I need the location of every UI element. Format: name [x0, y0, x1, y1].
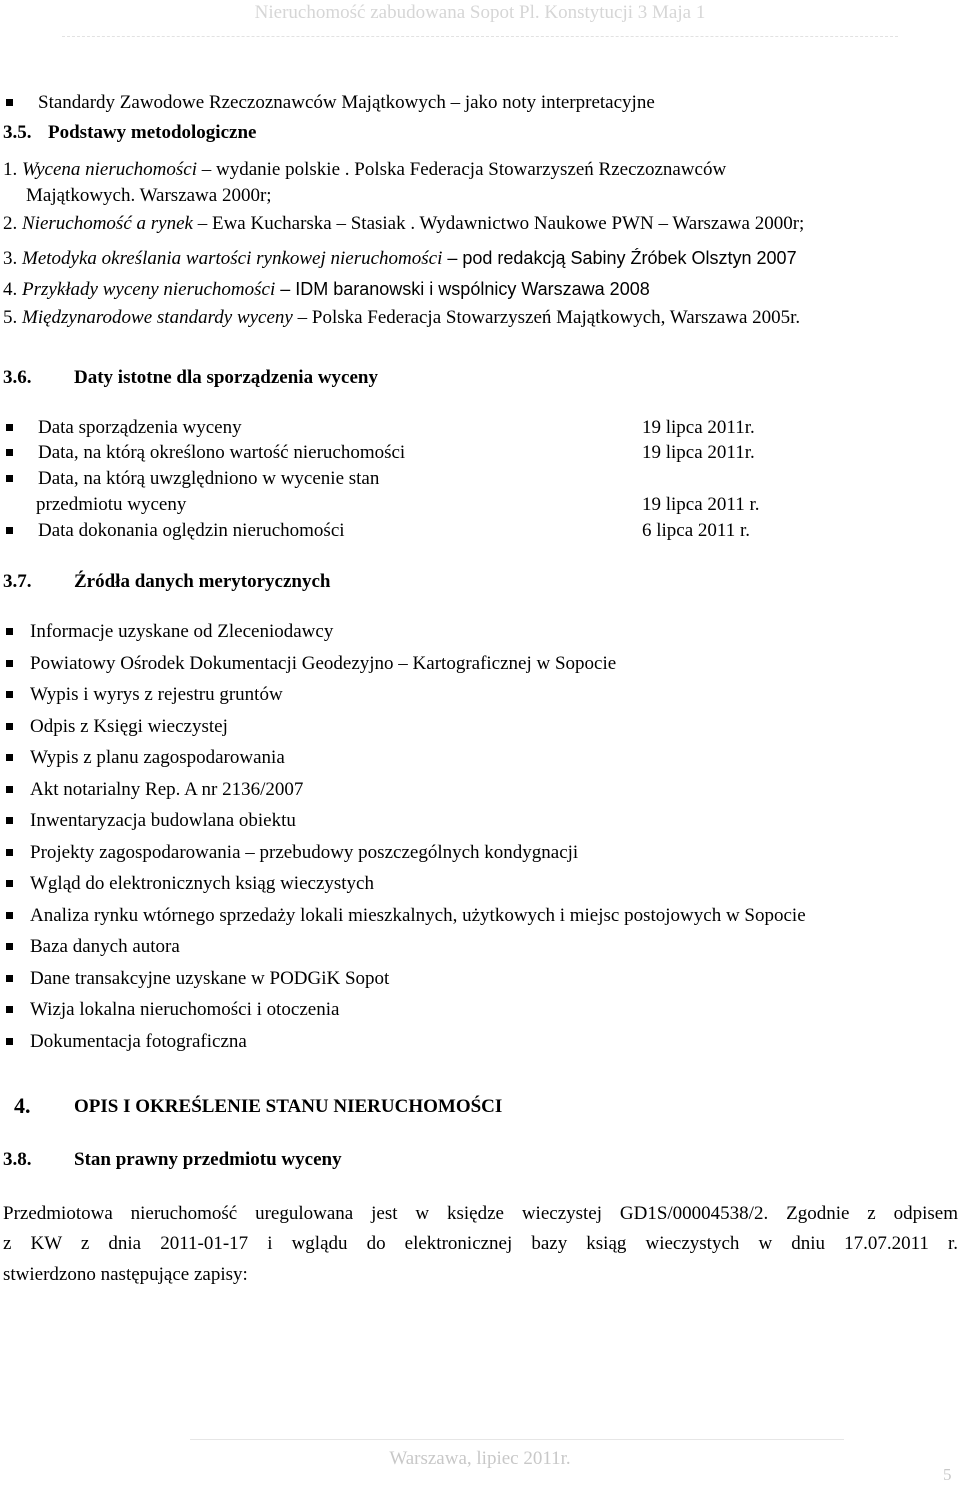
bullet-icon — [6, 786, 13, 793]
date-label: Data, na którą określono wartość nieruchomości — [38, 442, 406, 463]
source-item: Inwentaryzacja budowlana obiektu — [30, 810, 296, 831]
reference-item-1 — [3, 159, 726, 181]
reference-details: – Polska Federacja Stowarzyszeń Majątkowych, Warszawa 2005r. — [292, 307, 801, 328]
reference-number: 4. — [3, 279, 18, 300]
section-4-number: 4. — [14, 1093, 31, 1118]
section-3-7-number: 3.7. — [3, 571, 32, 592]
section-3-5-title: Podstawy metodologiczne — [48, 122, 257, 143]
bullet-icon — [6, 628, 13, 635]
source-item: Wgląd do elektronicznych ksiąg wieczystych — [30, 873, 374, 894]
standards-bullet-text: Standardy Zawodowe Rzeczoznawców Majątkowych – jako noty interpretacyjne — [38, 92, 655, 113]
source-item: Informacje uzyskane od Zleceniodawcy — [30, 621, 334, 642]
reference-item-4 — [3, 278, 650, 301]
date-value: 19 lipca 2011r. — [642, 417, 755, 438]
bullet-icon — [6, 943, 13, 950]
page-number: 5 — [943, 1465, 952, 1484]
source-item: Odpis z Księgi wieczystej — [30, 716, 228, 737]
bullet-icon — [6, 754, 13, 761]
date-label: Data dokonania oględzin nieruchomości — [38, 520, 345, 541]
date-value: 6 lipca 2011 r. — [642, 520, 750, 541]
bullet-icon — [6, 817, 13, 824]
source-item: Wypis i wyrys z rejestru gruntów — [30, 684, 283, 705]
source-item: Powiatowy Ośrodek Dokumentacji Geodezyjno – Kartograficznej w Sopocie — [30, 653, 617, 674]
section-3-6-title: Daty istotne dla sporządzenia wyceny — [74, 367, 378, 388]
bullet-icon — [6, 691, 13, 698]
source-item: Dokumentacja fotograficzna — [30, 1031, 247, 1052]
paragraph-line-3: stwierdzono następujące zapisy: — [3, 1264, 248, 1285]
reference-details: – wydanie polskie . Polska Federacja Stowarzyszeń Rzeczoznawców — [197, 159, 727, 180]
section-3-7-title: Źródła danych merytorycznych — [74, 571, 331, 592]
section-3-8-title: Stan prawny przedmiotu wyceny — [74, 1149, 342, 1170]
reference-number: 2. — [3, 213, 18, 234]
footer-text: Warszawa, lipiec 2011r. — [389, 1448, 571, 1469]
reference-item-5 — [3, 307, 800, 329]
reference-number: 5. — [3, 307, 18, 328]
date-value: 19 lipca 2011 r. — [642, 494, 760, 515]
reference-item-3 — [3, 247, 797, 270]
bullet-icon — [6, 424, 13, 431]
header-divider — [62, 36, 898, 37]
page-header: Nieruchomość zabudowana Sopot Pl. Konstytucji 3 Maja 1 — [254, 2, 706, 23]
source-item: Wypis z planu zagospodarowania — [30, 747, 285, 768]
reference-number: 3. — [3, 248, 18, 269]
bullet-icon — [6, 475, 13, 482]
source-item: Wizja lokalna nieruchomości i otoczenia — [30, 999, 340, 1020]
bullet-icon — [6, 912, 13, 919]
bullet-icon — [6, 527, 13, 534]
reference-item-2 — [3, 213, 804, 235]
bullet-icon — [6, 1038, 13, 1045]
paragraph-line-2: z KW z dnia 2011-01-17 i wglądu do elektronicznej bazy ksiąg wieczystych w dniu 17.07.2011 r. — [3, 1233, 958, 1254]
reference-details: – IDM baranowski i wspólnicy Warszawa 2008 — [275, 279, 650, 299]
source-item: Analiza rynku wtórnego sprzedaży lokali mieszkalnych, użytkowych i miejsc postojowych w Sopocie — [30, 905, 806, 926]
bullet-icon — [6, 849, 13, 856]
reference-details: – pod redakcją Sabiny Źróbek Olsztyn 2007 — [442, 248, 797, 268]
source-item: Dane transakcyjne uzyskane w PODGiK Sopot — [30, 968, 390, 989]
section-3-5-number: 3.5. — [3, 122, 32, 143]
bullet-icon — [6, 975, 13, 982]
section-3-8-number: 3.8. — [3, 1149, 32, 1170]
footer-divider — [190, 1439, 844, 1440]
date-label: Data, na którą uwzględniono w wycenie stan — [38, 468, 380, 489]
reference-item-1-continuation: Majątkowych. Warszawa 2000r; — [26, 185, 272, 206]
source-item: Akt notarialny Rep. A nr 2136/2007 — [30, 779, 304, 800]
section-4-title: OPIS I OKREŚLENIE STANU NIERUCHOMOŚCI — [74, 1096, 503, 1117]
date-label-continuation: przedmiotu wyceny — [36, 494, 187, 515]
reference-title: Nieruchomość a rynek — [22, 213, 193, 234]
reference-title: Wycena nieruchomości — [22, 159, 197, 180]
date-label: Data sporządzenia wyceny — [38, 417, 242, 438]
bullet-icon — [6, 1006, 13, 1013]
source-item: Baza danych autora — [30, 936, 180, 957]
reference-title: Międzynarodowe standardy wyceny — [22, 307, 293, 328]
reference-number: 1. — [3, 159, 18, 180]
source-item: Projekty zagospodarowania – przebudowy poszczególnych kondygnacji — [30, 842, 579, 863]
bullet-icon — [6, 723, 13, 730]
reference-title: Przykłady wyceny nieruchomości — [22, 279, 276, 300]
reference-title: Metodyka określania wartości rynkowej nieruchomości — [22, 248, 443, 269]
section-3-6-number: 3.6. — [3, 367, 32, 388]
bullet-icon — [6, 660, 13, 667]
bullet-icon — [6, 880, 13, 887]
paragraph-line-1: Przedmiotowa nieruchomość uregulowana jest w księdze wieczystej GD1S/00004538/2. Zgodnie z odpisem — [3, 1203, 958, 1224]
reference-details: – Ewa Kucharska – Stasiak . Wydawnictwo Naukowe PWN – Warszawa 2000r; — [192, 213, 805, 234]
date-value: 19 lipca 2011r. — [642, 442, 755, 463]
bullet-icon — [6, 99, 13, 106]
bullet-icon — [6, 449, 13, 456]
